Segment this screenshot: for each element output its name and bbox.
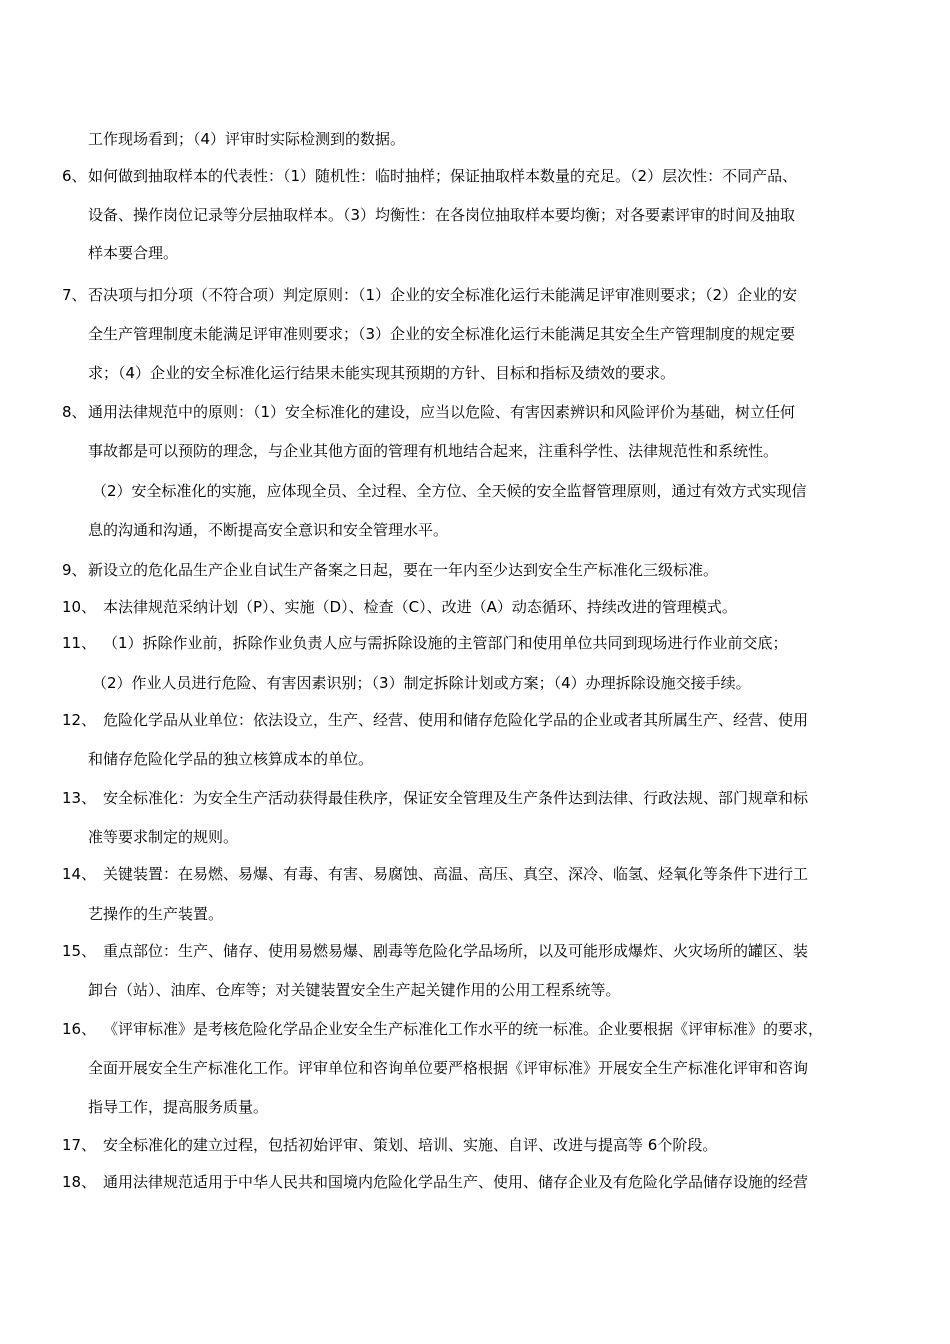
item-number: 9、: [62, 561, 87, 579]
item-number: 7、: [62, 286, 87, 304]
item-text-line: 艺操作的生产装置。: [88, 905, 224, 923]
item-text-line: 事故都是可以预防的理念，与企业其他方面的管理有机地结合起来，注重科学性、法律规范性和系统性。: [88, 442, 779, 460]
item-number: 14、: [62, 865, 97, 883]
item-number: 17、: [62, 1136, 97, 1154]
item-number: 10、: [62, 598, 97, 616]
item-text-line: 全生产管理制度未能满足评审准则要求；（3）企业的安全标准化运行未能满足其安全生产管理制度的规定要: [88, 325, 796, 343]
item-text-line: 危险化学品从业单位：依法设立，生产、经营、使用和储存危险化学品的企业或者其所属生产、经营、使用: [103, 711, 809, 729]
item-text-line: 通用法律规范中的原则：（1）安全标准化的建设，应当以危险、有害因素辨识和风险评价为基础，树立任何: [88, 403, 796, 421]
item-text-line: （2）安全标准化的实施，应体现全员、全过程、全方位、全天候的安全监督管理原则，通过有效方式实现信: [92, 482, 807, 500]
item-text-line: 设备、操作岗位记录等分层抽取样本。（3）均衡性：在各岗位抽取样本要均衡；对各要素评审的时间及抽取: [88, 206, 796, 224]
item-text-line: 安全标准化的建立过程，包括初始评审、策划、培训、实施、自评、改进与提高等 6个阶段。: [103, 1136, 718, 1154]
item-text-line: 准等要求制定的规则。: [88, 828, 239, 846]
item-number: 13、: [62, 789, 97, 807]
item-text-line: 和储存危险化学品的独立核算成本的单位。: [88, 750, 374, 768]
item-text-line: 卸台（站）、油库、仓库等；对关键装置安全生产起关键作用的公用工程系统等。: [88, 981, 621, 999]
item-text-line: 安全标准化：为安全生产活动获得最佳秩序，保证安全管理及生产条件达到法律、行政法规、部门规章和标: [103, 789, 809, 807]
item-text-line: 工作现场看到；（4）评审时实际检测到的数据。: [88, 130, 406, 148]
item-number: 16、: [62, 1020, 97, 1038]
item-text-line: 全面开展安全生产标准化工作。评审单位和咨询单位要严格根据《评审标准》开展安全生产标准化评审和咨询: [88, 1059, 809, 1077]
item-text-line: （2）作业人员进行危险、有害因素识别；（3）制定拆除计划或方案；（4）办理拆除设施交接手续。: [92, 674, 751, 692]
item-number: 11、: [62, 634, 97, 652]
item-text-line: 《评审标准》是考核危险化学品企业安全生产标准化工作水平的统一标准。企业要根据《评审标准》的要求，: [103, 1020, 824, 1038]
item-text-line: 样本要合理。: [88, 244, 179, 262]
item-text-line: 否决项与扣分项（不符合项）判定原则：（1）企业的安全标准化运行未能满足评审准则要求；（2）企业的安: [88, 286, 798, 304]
item-text-line: 求；（4）企业的安全标准化运行结果未能实现其预期的方针、目标和指标及绩效的要求。: [88, 364, 676, 382]
item-number: 15、: [62, 942, 97, 960]
item-number: 6、: [62, 167, 87, 185]
item-text-line: 息的沟通和沟通，不断提高安全意识和安全管理水平。: [88, 521, 449, 539]
item-text-line: 新设立的危化品生产企业自试生产备案之日起，要在一年内至少达到安全生产标准化三级标准。: [88, 561, 719, 579]
item-number: 18、: [62, 1173, 97, 1191]
item-text-line: （1）拆除作业前，拆除作业负责人应与需拆除设施的主管部门和使用单位共同到现场进行作业前交底；: [103, 634, 788, 652]
item-text-line: 本法律规范采纳计划（P）、实施（D）、检查（C）、改进（A）动态循环、持续改进的管理模式。: [103, 598, 737, 616]
item-text-line: 指导工作，提高服务质量。: [88, 1098, 269, 1116]
item-number: 8、: [62, 403, 87, 421]
item-text-line: 通用法律规范适用于中华人民共和国境内危险化学品生产、使用、储存企业及有危险化学品储存设施的经营: [103, 1173, 809, 1191]
item-text-line: 重点部位：生产、储存、使用易燃易爆、剧毒等危险化学品场所，以及可能形成爆炸、火灾场所的罐区、装: [103, 942, 809, 960]
item-text-line: 关键装置：在易燃、易爆、有毒、有害、易腐蚀、高温、高压、真空、深冷、临氢、烃氧化等条件下进行工: [103, 865, 809, 883]
item-text-line: 如何做到抽取样本的代表性：（1）随机性：临时抽样；保证抽取样本数量的充足。（2）层次性：不同产品、: [88, 167, 798, 185]
item-number: 12、: [62, 711, 97, 729]
